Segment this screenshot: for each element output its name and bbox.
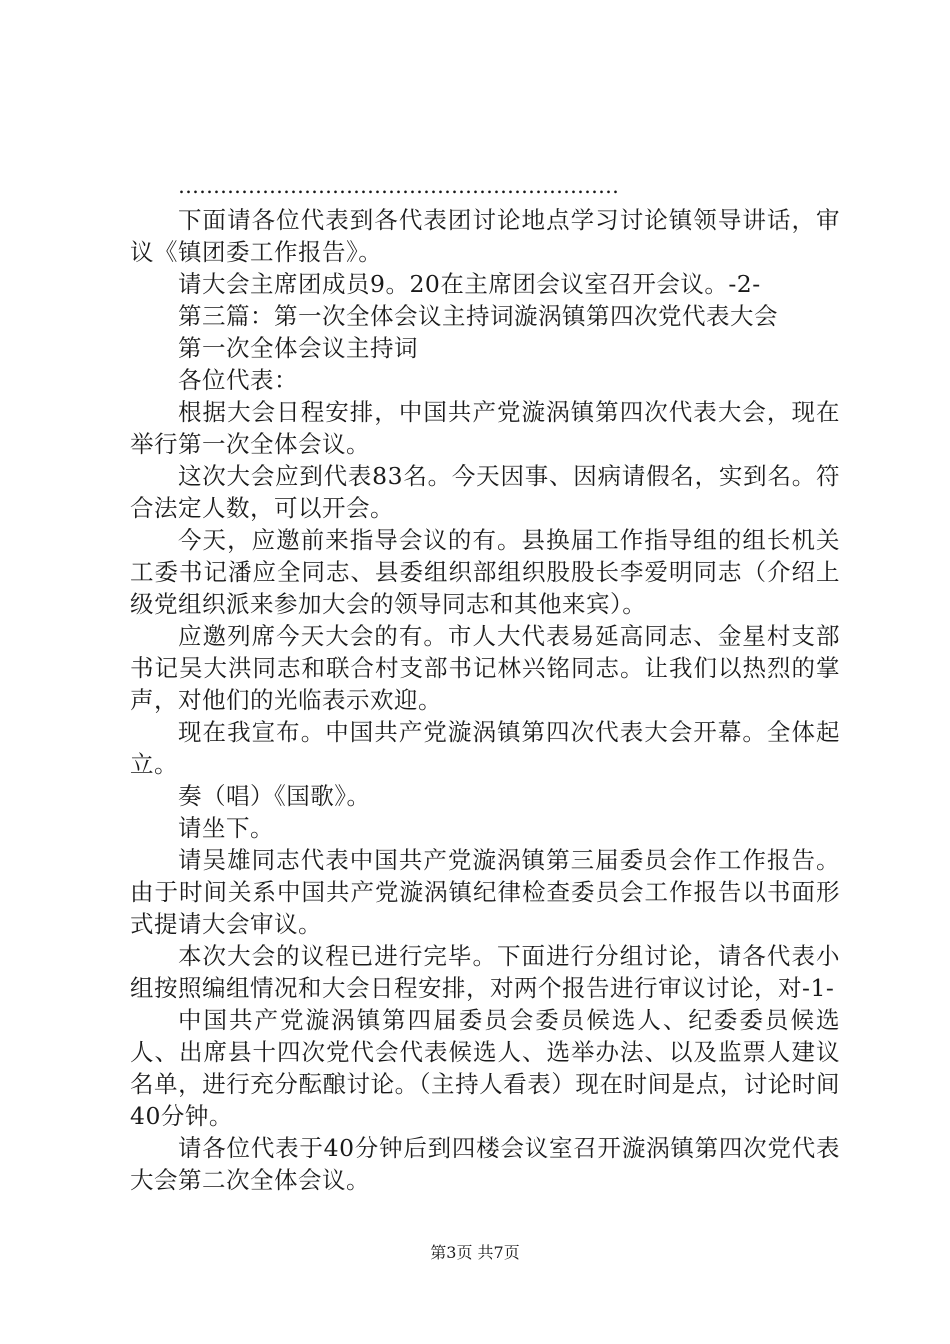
paragraph: 根据大会日程安排，中国共产党漩涡镇第四次代表大会，现在举行第一次全体会议。 bbox=[130, 398, 840, 458]
paragraph: 这次大会应到代表83名。今天因事、因病请假名，实到名。符合法定人数，可以开会。 bbox=[130, 462, 840, 522]
paragraph: 各位代表： bbox=[178, 366, 298, 394]
paragraph: 今天，应邀前来指导会议的有。县换届工作指导组的组长机关工委书记潘应全同志、县委组织部组织股股长李爱明同志（介绍上级党组织派来参加大会的领导同志和其他来宾）。 bbox=[130, 526, 840, 618]
dotted-separator: ……………………………………………………… bbox=[178, 174, 619, 198]
paragraph-heading: 第一次全体会议主持词 bbox=[178, 334, 418, 362]
paragraph: 奏（唱）《国歌》。 bbox=[178, 782, 371, 810]
paragraph: 请吴雄同志代表中国共产党漩涡镇第三届委员会作工作报告。由于时间关系中国共产党漩涡镇纪律检查委员会工作报告以书面形式提请大会审议。 bbox=[130, 846, 840, 938]
paragraph: 请大会主席团成员9。20在主席团会议室召开会议。-2- bbox=[178, 270, 761, 298]
paragraph: 本次大会的议程已进行完毕。下面进行分组讨论，请各代表小组按照编组情况和大会日程安排，对两个报告进行审议讨论，对-1- bbox=[130, 942, 840, 1002]
paragraph-heading: 第三篇：第一次全体会议主持词漩涡镇第四次党代表大会 bbox=[178, 302, 778, 330]
page-number-footer: 第3页 共7页 bbox=[430, 1243, 520, 1262]
paragraph: 请各位代表于40分钟后到四楼会议室召开漩涡镇第四次党代表大会第二次全体会议。 bbox=[130, 1134, 840, 1194]
paragraph: 下面请各位代表到各代表团讨论地点学习讨论镇领导讲话，审议《镇团委工作报告》。 bbox=[130, 206, 840, 266]
document-body bbox=[130, 168, 840, 1196]
paragraph: 中国共产党漩涡镇第四届委员会委员候选人、纪委委员候选人、出席县十四次党代会代表候选人、选举办法、以及监票人建议名单，进行充分酝酿讨论。（主持人看表）现在时间是点，讨论时间40分钟。 bbox=[130, 1006, 840, 1130]
paragraph: 应邀列席今天大会的有。市人大代表易延高同志、金星村支部书记吴大洪同志和联合村支部书记林兴铭同志。让我们以热烈的掌声，对他们的光临表示欢迎。 bbox=[130, 622, 840, 714]
paragraph: 现在我宣布。中国共产党漩涡镇第四次代表大会开幕。全体起立。 bbox=[130, 718, 840, 778]
paragraph: 请坐下。 bbox=[178, 814, 274, 842]
